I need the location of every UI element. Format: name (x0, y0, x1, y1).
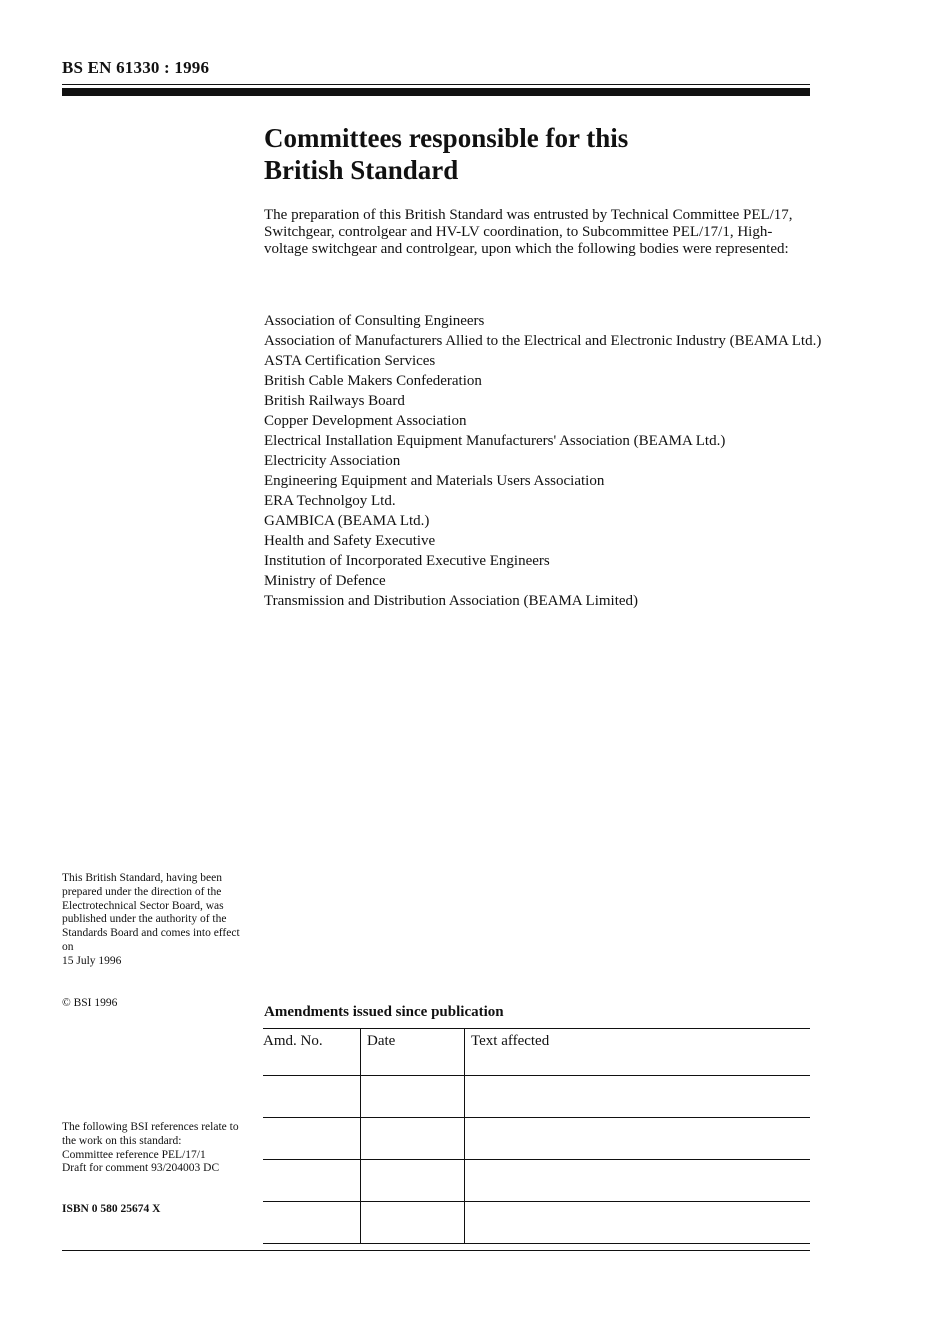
page-title-line-2: British Standard (264, 155, 459, 185)
amendments-title: Amendments issued since publication (264, 1004, 504, 1020)
references-intro: The following BSI references relate to the work on this standard: (62, 1121, 239, 1147)
bsi-references (62, 1121, 247, 1176)
footer-rule (62, 1250, 810, 1251)
table-cell (361, 1076, 465, 1118)
list-item: Association of Manufacturers Allied to the Electrical and Electronic Industry (BEAMA Ltd.) (264, 333, 822, 349)
list-item: Ministry of Defence (264, 573, 386, 589)
column-header-text-affected: Text affected (465, 1029, 811, 1076)
table-cell (361, 1160, 465, 1202)
page-title-line-1: Committees responsible for this (264, 123, 629, 153)
table-row (263, 1202, 810, 1244)
table-cell (465, 1118, 811, 1160)
table-header-row (263, 1029, 810, 1076)
header-rule-thin (62, 84, 810, 85)
publication-note (62, 872, 247, 969)
table-row (263, 1118, 810, 1160)
column-header-amd-no: Amd. No. (263, 1029, 361, 1076)
table-cell (263, 1076, 361, 1118)
amendments-table (263, 1028, 810, 1244)
list-item: Electrical Installation Equipment Manufacturers' Association (BEAMA Ltd.) (264, 433, 726, 449)
intro-paragraph: The preparation of this British Standard was entrusted by Technical Committee PEL/17, Switchgear, controlgear and HV-LV coordination, to Subcommittee PEL/17/1, High-voltage switchgear and controlgear, upon which the following bodies were represented: (264, 207, 793, 257)
effective-date: 15 July 1996 (62, 954, 122, 967)
table-cell (263, 1118, 361, 1160)
table-row (263, 1076, 810, 1118)
table-cell (465, 1202, 811, 1244)
committee-reference: Committee reference PEL/17/1 (62, 1148, 206, 1161)
column-header-date: Date (361, 1029, 465, 1076)
represented-bodies-list (264, 311, 824, 611)
list-item: Electricity Association (264, 453, 401, 469)
list-item: Health and Safety Executive (264, 533, 436, 549)
table-cell (465, 1076, 811, 1118)
isbn: ISBN 0 580 25674 X (62, 1203, 161, 1215)
list-item: British Cable Makers Confederation (264, 373, 482, 389)
list-item: Association of Consulting Engineers (264, 313, 485, 329)
list-item: British Railways Board (264, 393, 405, 409)
table-cell (465, 1160, 811, 1202)
table-cell (263, 1202, 361, 1244)
table-cell (263, 1160, 361, 1202)
list-item: ERA Technolgoy Ltd. (264, 493, 396, 509)
page-title (264, 122, 804, 186)
list-item: Copper Development Association (264, 413, 467, 429)
header-rule-thick (62, 88, 810, 96)
copyright-notice: © BSI 1996 (62, 997, 118, 1009)
table-row (263, 1160, 810, 1202)
table-cell (361, 1118, 465, 1160)
list-item: Engineering Equipment and Materials Users Association (264, 473, 605, 489)
list-item: Transmission and Distribution Association (BEAMA Limited) (264, 593, 639, 609)
list-item: Institution of Incorporated Executive Engineers (264, 553, 550, 569)
publication-note-text: This British Standard, having been prepared under the direction of the Electrotechnical Sector Board, was published under the authority of the Standards Board and comes into effect on (62, 872, 240, 953)
table-cell (361, 1202, 465, 1244)
draft-reference: Draft for comment 93/204003 DC (62, 1162, 220, 1175)
document-code: BS EN 61330 : 1996 (62, 58, 210, 77)
list-item: GAMBICA (BEAMA Ltd.) (264, 513, 430, 529)
list-item: ASTA Certification Services (264, 353, 436, 369)
